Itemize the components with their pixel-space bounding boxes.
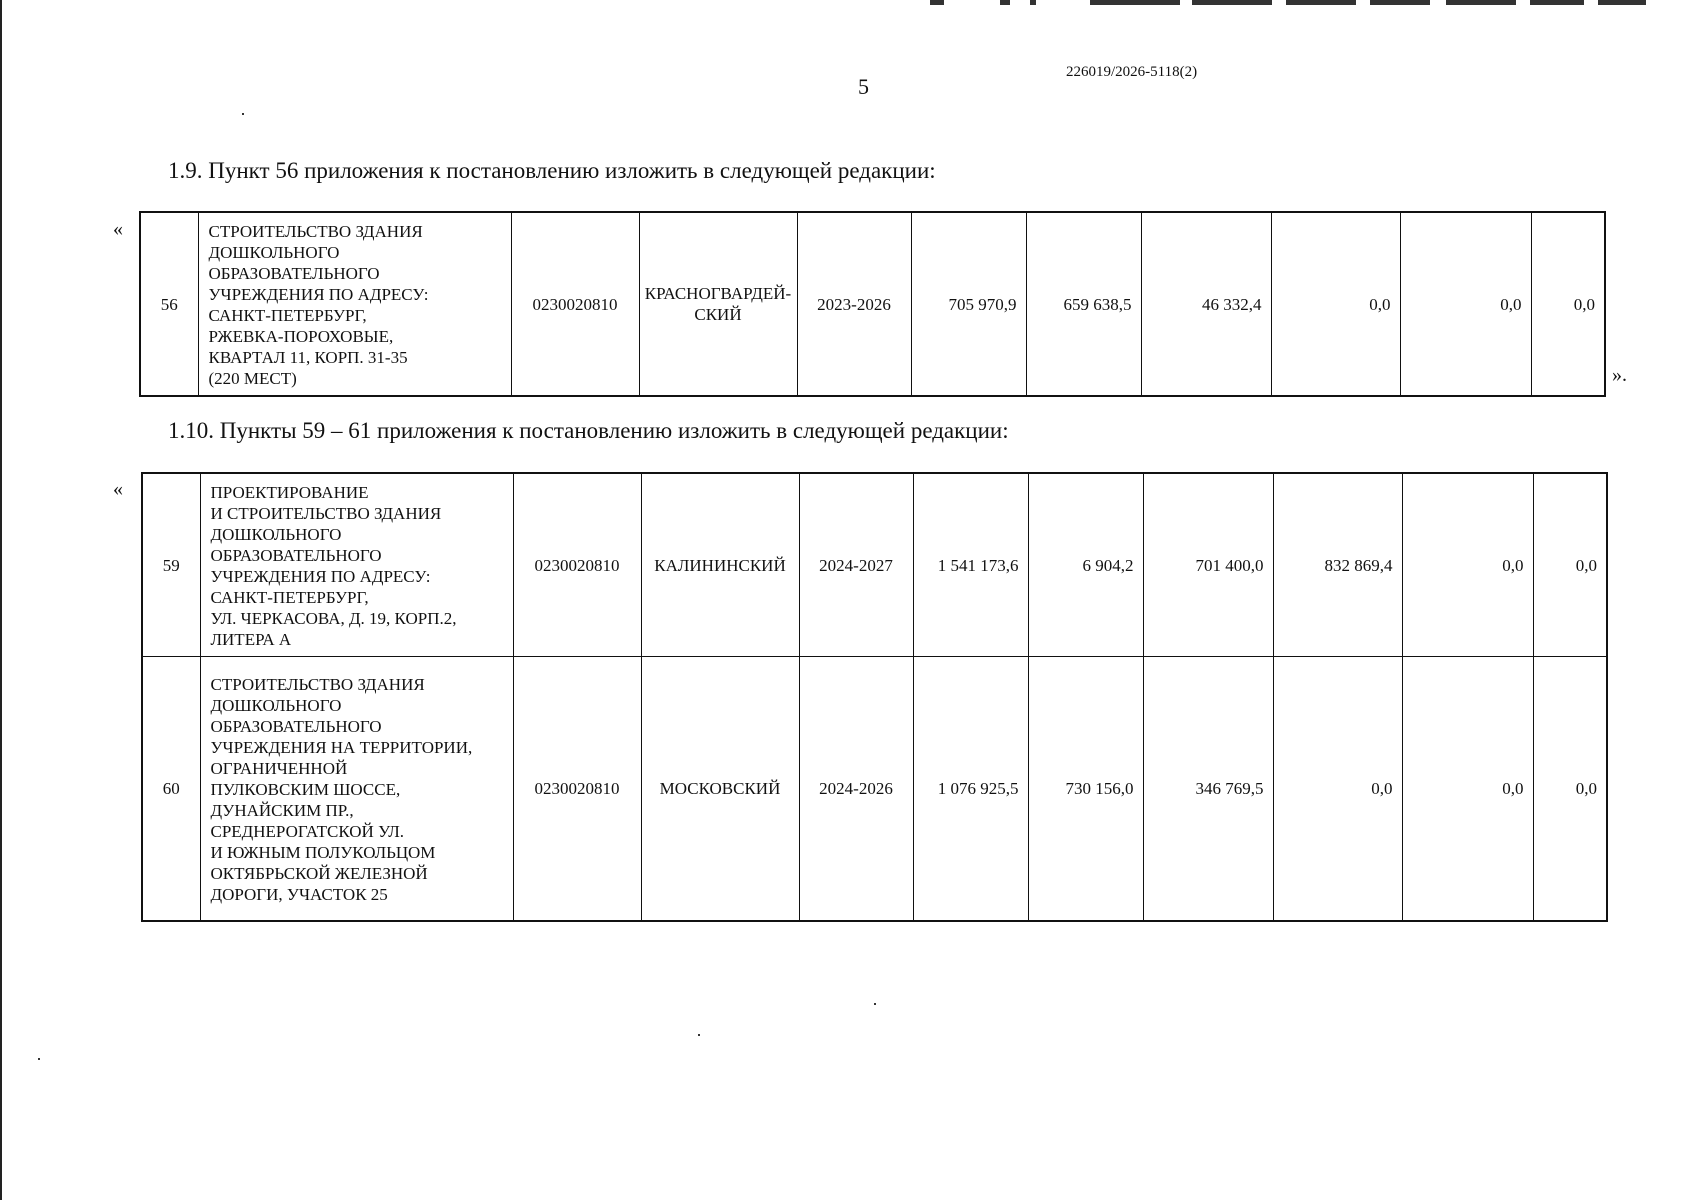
object-name-line: РЖЕВКА-ПОРОХОВЫЕ,: [208, 327, 394, 346]
budget-code-cell: [513, 657, 641, 921]
amount-value: 0,0: [1575, 778, 1597, 798]
object-name-line: УЧРЕЖДЕНИЯ ПО АДРЕСУ:: [210, 567, 431, 586]
amount-cell: [1400, 212, 1531, 396]
amount-cell: [1402, 473, 1533, 657]
object-name-line: СТРОИТЕЛЬСТВО ЗДАНИЯ: [208, 222, 423, 241]
amount-value: 46 332,4: [1202, 294, 1262, 314]
district-name: МОСКОВСКИЙ: [659, 778, 781, 798]
object-name-cell: [198, 212, 511, 396]
section-heading-1-10: 1.10. Пункты 59 – 61 приложения к постановлению изложить в следующей редакции:: [168, 418, 1009, 443]
amount-value: 346 769,5: [1195, 778, 1264, 798]
implementation-period: 2024-2027: [819, 555, 893, 575]
district-name: СКИЙ: [694, 305, 742, 324]
document-code: 226019/2026-5118(2): [1066, 64, 1198, 80]
table-row: [142, 657, 1607, 921]
budget-code: 0230020810: [534, 778, 620, 798]
open-quote: «: [113, 218, 123, 240]
object-name-line: СРЕДНЕРОГАТСКОЙ УЛ.: [210, 821, 404, 841]
amount-cell: [1531, 212, 1605, 396]
scan-top-marks: [930, 0, 1670, 6]
district-name: КРАСНОГВАРДЕЙ-: [644, 284, 792, 303]
table-row: [142, 473, 1607, 657]
amount-cell: [1028, 473, 1143, 657]
object-name-line: ПУЛКОВСКИМ ШОССЕ,: [210, 779, 401, 799]
amount-value: 0,0: [1575, 555, 1597, 575]
object-name-cell: [200, 657, 513, 921]
object-name-line: СТРОИТЕЛЬСТВО ЗДАНИЯ: [210, 674, 425, 694]
amount-cell: [1141, 212, 1271, 396]
amount-cell: [1533, 657, 1607, 921]
object-name-line: ДОРОГИ, УЧАСТОК 25: [210, 884, 388, 904]
object-name-line: И ЮЖНЫМ ПОЛУКОЛЬЦОМ: [210, 842, 436, 862]
implementation-period: 2024-2026: [819, 778, 893, 798]
amount-value: 730 156,0: [1065, 778, 1134, 798]
period-cell: [797, 212, 911, 396]
amount-value: 0,0: [1500, 294, 1522, 314]
item-number: 59: [162, 555, 180, 575]
object-name-line: КВАРТАЛ 11, КОРП. 31-35: [208, 348, 408, 367]
object-name-line: ОКТЯБРЬСКОЙ ЖЕЛЕЗНОЙ: [210, 863, 428, 883]
amount-value: 832 869,4: [1324, 555, 1393, 575]
amount-cell: [911, 212, 1026, 396]
amount-value: 0,0: [1371, 778, 1393, 798]
period-cell: [799, 473, 913, 657]
object-name-line: ОБРАЗОВАТЕЛЬНОГО: [208, 264, 380, 283]
district-name: КАЛИНИНСКИЙ: [654, 555, 786, 575]
amount-value: 0,0: [1573, 294, 1595, 314]
object-name-line: ДУНАЙСКИМ ПР.,: [210, 800, 354, 820]
amount-value: 1 541 173,6: [937, 555, 1019, 575]
amount-cell: [1143, 473, 1273, 657]
section-heading-1-9: 1.9. Пункт 56 приложения к постановлению изложить в следующей редакции:: [168, 158, 936, 183]
amount-value: 0,0: [1502, 555, 1524, 575]
close-quote: ».: [1612, 364, 1627, 386]
object-name-cell: [200, 473, 513, 657]
amount-cell: [1271, 212, 1400, 396]
period-cell: [799, 657, 913, 921]
investment-table-item-56: [139, 211, 1606, 397]
item-number: 60: [162, 778, 180, 798]
district-cell: [639, 212, 797, 396]
object-name-line: УЛ. ЧЕРКАСОВА, Д. 19, КОРП.2,: [210, 609, 457, 628]
item-number-cell: [142, 657, 200, 921]
object-name-line: УЧРЕЖДЕНИЯ НА ТЕРРИТОРИИ,: [210, 737, 473, 757]
object-name-line: ДОШКОЛЬНОГО: [210, 695, 342, 715]
item-number-cell: [140, 212, 198, 396]
object-name-line: И СТРОИТЕЛЬСТВО ЗДАНИЯ: [210, 504, 442, 523]
amount-cell: [1143, 657, 1273, 921]
amount-value: 701 400,0: [1195, 555, 1264, 575]
budget-code-cell: [511, 212, 639, 396]
district-cell: [641, 473, 799, 657]
object-name-line: ДОШКОЛЬНОГО: [208, 243, 340, 262]
amount-cell: [1402, 657, 1533, 921]
item-number: 56: [160, 294, 178, 314]
amount-value: 6 904,2: [1082, 555, 1134, 575]
budget-code: 0230020810: [532, 294, 618, 314]
amount-cell: [913, 657, 1028, 921]
amount-cell: [1273, 473, 1402, 657]
scan-speck: [38, 1058, 40, 1060]
object-name-line: ОБРАЗОВАТЕЛЬНОГО: [210, 716, 382, 736]
object-name-line: САНКТ-ПЕТЕРБУРГ,: [208, 306, 367, 325]
amount-value: 1 076 925,5: [937, 778, 1019, 798]
object-name-line: САНКТ-ПЕТЕРБУРГ,: [210, 588, 369, 607]
implementation-period: 2023-2026: [817, 294, 891, 314]
amount-value: 705 970,9: [948, 294, 1017, 314]
object-name-line: ПРОЕКТИРОВАНИЕ: [210, 483, 369, 502]
page-number: 5: [858, 74, 869, 99]
amount-cell: [1028, 657, 1143, 921]
amount-cell: [1273, 657, 1402, 921]
table-row: [140, 212, 1605, 396]
object-name-line: ОБРАЗОВАТЕЛЬНОГО: [210, 546, 382, 565]
object-name-line: УЧРЕЖДЕНИЯ ПО АДРЕСУ:: [208, 285, 429, 304]
amount-value: 0,0: [1369, 294, 1391, 314]
scan-speck: [698, 1034, 700, 1036]
object-name-line: ОГРАНИЧЕННОЙ: [210, 758, 348, 778]
amount-cell: [1533, 473, 1607, 657]
budget-code: 0230020810: [534, 555, 620, 575]
scan-speck: [242, 113, 244, 115]
amount-value: 0,0: [1502, 778, 1524, 798]
amount-cell: [913, 473, 1028, 657]
investment-table-items-59-61: [141, 472, 1608, 922]
object-name-line: ЛИТЕРА А: [210, 630, 292, 649]
object-name-line: ДОШКОЛЬНОГО: [210, 525, 342, 544]
item-number-cell: [142, 473, 200, 657]
scan-left-border: [0, 0, 2, 1200]
open-quote: «: [113, 478, 123, 500]
scan-speck: [874, 1003, 876, 1005]
object-name-line: (220 МЕСТ): [208, 369, 297, 388]
amount-value: 659 638,5: [1063, 294, 1132, 314]
amount-cell: [1026, 212, 1141, 396]
budget-code-cell: [513, 473, 641, 657]
district-cell: [641, 657, 799, 921]
